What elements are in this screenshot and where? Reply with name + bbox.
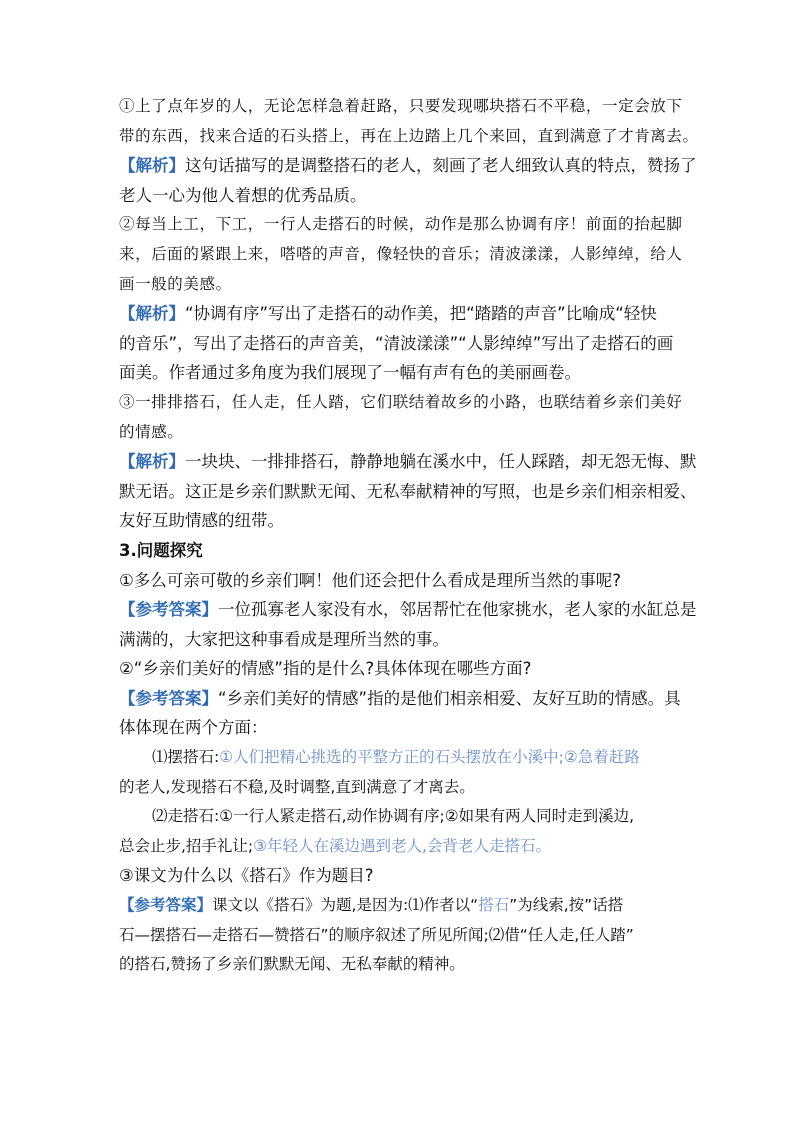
answer-3-line-3: 的搭石,赞扬了乡亲们默默无闻、无私奉献的精神。 xyxy=(119,955,465,974)
quote-3-line-1: ③一排排搭石，任人走，任人踏，它们联结着故乡的小路，也联结着乡亲们美好 xyxy=(119,392,683,411)
quote-2-line-3: 画一般的美感。 xyxy=(119,274,232,293)
answer-tag: 【参考答案】 xyxy=(119,896,213,915)
analysis-1-line-2: 老人一心为他人着想的优秀品质。 xyxy=(119,185,367,205)
quote-1-line-1: ①上了点年岁的人，无论怎样急着赶路，只要发现哪块搭石不平稳，一定会放下 xyxy=(119,97,683,115)
analysis-2-line-2: 的音乐”，写出了走搭石的声音美，“清波漾漾”“人影绰绰”写出了走搭石的画 xyxy=(119,333,674,353)
question-3: ③课文为什么以《搭石》作为题目? xyxy=(119,866,374,886)
point-text-highlight: ③年轻人在溪边遇到老人,会背老人走搭石。 xyxy=(253,836,551,855)
point-text: 总会止步,招手礼让; xyxy=(119,836,254,855)
analysis-text: 一块块、一排排搭石，静静地躺在溪水中，任人踩踏，却无怨无悔、默 xyxy=(185,452,697,472)
section-heading: 3.问题探究 xyxy=(119,540,203,560)
answer-2-point-2-line-1: ⑵走搭石:①一行人紧走搭石,动作协调有序;②如果有两人同时走到溪边, xyxy=(152,807,635,826)
answer-text: 一位孤寡老人家没有水，邻居帮忙在他家挑水，老人家的水缸总是 xyxy=(218,600,697,620)
point-label: ⑴摆搭石: xyxy=(152,748,220,767)
answer-tag: 【参考答案】 xyxy=(119,688,218,708)
document-page xyxy=(119,92,699,980)
analysis-3-line-2: 默无语。这正是乡亲们默默无闻、无私奉献精神的写照，也是乡亲们相亲相爱、 xyxy=(119,481,697,501)
answer-3-line-2: 石—摆搭石—走搭石—赞搭石”的顺序叙述了所见所闻;⑵借“任人走,任人踏” xyxy=(119,925,634,944)
question-1: ①多么可亲可敬的乡亲们啊！他们还会把什么看成是理所当然的事呢? xyxy=(119,570,622,590)
answer-1-line-1 xyxy=(119,595,697,625)
answer-text: 课文以《搭石》为题,是因为:⑴作者以“ xyxy=(212,896,479,915)
analysis-tag: 【解析】 xyxy=(119,156,185,176)
answer-2-line-1 xyxy=(119,684,679,714)
quote-1-line-2: 带的东西，找来合适的石头搭上，再在上边踏上几个来回，直到满意了才肯离去。 xyxy=(119,126,699,145)
analysis-1-line-1 xyxy=(119,151,697,181)
analysis-tag: 【解析】 xyxy=(119,304,185,324)
quote-2-line-2: 来，后面的紧跟上来，嗒嗒的声音，像轻快的音乐；清波漾漾，人影绰绰，给人 xyxy=(119,244,683,263)
quote-3-line-2: 的情感。 xyxy=(119,422,184,441)
analysis-3-line-3: 友好互助情感的纽带。 xyxy=(119,511,284,531)
answer-keyword: 搭石 xyxy=(478,896,510,915)
answer-2-point-2-line-2 xyxy=(119,832,679,862)
answer-2-point-1-line-2: 的老人,发现搭石不稳,及时调整,直到满意了才离去。 xyxy=(119,777,475,796)
analysis-text: 这句话描写的是调整搭石的老人，刻画了老人细致认真的特点，赞扬了 xyxy=(185,156,697,176)
analysis-tag: 【解析】 xyxy=(119,452,185,472)
analysis-2-line-1 xyxy=(119,299,679,329)
point-text: ①人们把精心挑选的平整方正的石头摆放在小溪中;②急着赶路 xyxy=(219,748,640,767)
answer-2-line-2: 体体现在两个方面： xyxy=(119,718,268,738)
answer-2-point-1-line-1 xyxy=(119,743,679,773)
answer-tag: 【参考答案】 xyxy=(119,600,218,620)
analysis-text: “协调有序”写出了走搭石的动作美，把“踏踏的声音”比喻成“轻快 xyxy=(185,304,657,324)
answer-text: ”为线索,按”话搭 xyxy=(509,896,624,915)
answer-1-line-2: 满满的，大家把这种事看成是理所当然的事。 xyxy=(119,629,449,649)
answer-text: “乡亲们美好的情感”指的是他们相亲相爱、友好互助的情感。具 xyxy=(218,688,681,708)
question-2: ②“乡亲们美好的情感”指的是什么?具体体现在哪些方面? xyxy=(119,659,532,679)
quote-2-line-1: ②每当上工，下工，一行人走搭石的时候，动作是那么协调有序！前面的抬起脚 xyxy=(119,215,683,234)
analysis-3-line-1 xyxy=(119,447,697,477)
answer-3-line-1 xyxy=(119,891,679,921)
analysis-2-line-3: 面美。作者通过多角度为我们展现了一幅有声有色的美丽画卷。 xyxy=(119,363,581,383)
